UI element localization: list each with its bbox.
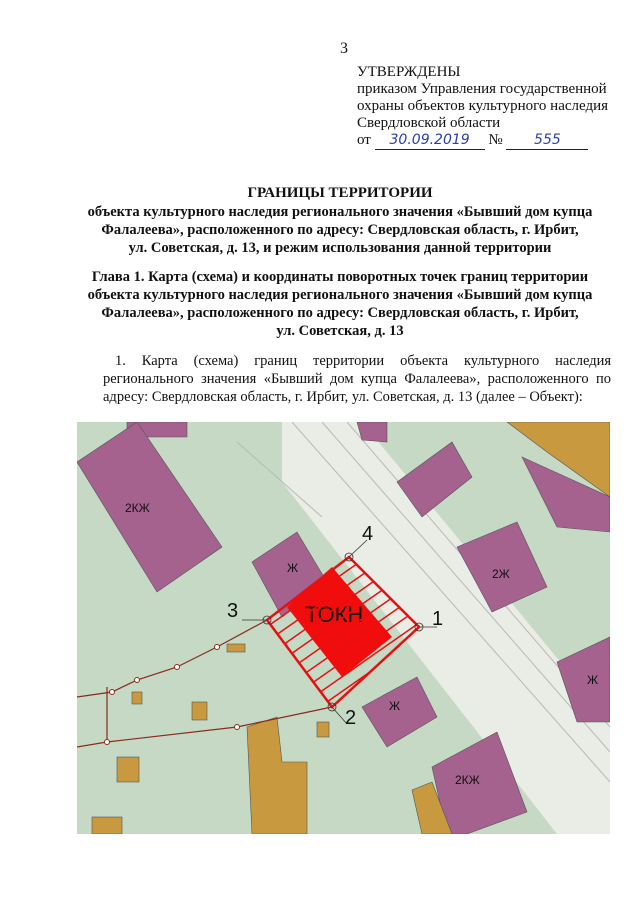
chapter-line-4: ул. Советская, д. 13 (276, 323, 404, 339)
label-point-1: 1 (432, 608, 444, 630)
paragraph-1 (103, 352, 611, 406)
label-point-4: 4 (362, 523, 374, 545)
number-value: 555 (506, 132, 588, 150)
approval-date-row (357, 132, 627, 150)
lot-node (110, 690, 115, 695)
date-prefix: от (357, 132, 371, 148)
building-small-6 (132, 692, 142, 704)
lot-node (105, 740, 110, 745)
label-building-2zh: 2Ж (492, 567, 510, 581)
approval-line-3: Свердловской области (357, 115, 501, 131)
document-title: ГРАНИЦЫ ТЕРРИТОРИИ (247, 185, 433, 201)
chapter-heading (60, 268, 620, 340)
paragraph-1-text: 1. Карта (схема) границ территории объекта культурного наследия регионального значения «Бывший дом купца Фалалеева», расположенного по адресу: Свердловская область, г. Ирбит, ул. Советская, д. 13 (далее – Объект): (103, 353, 611, 405)
label-point-3: 3 (227, 600, 239, 622)
building-small-1 (117, 757, 139, 782)
chapter-line-1: Глава 1. Карта (схема) и координаты поворотных точек границ территории (91, 269, 589, 285)
lot-node (135, 678, 140, 683)
building-small-3 (227, 644, 245, 652)
lot-node (175, 665, 180, 670)
chapter-line-3: Фалалеева», расположенного по адресу: Свердловская область, г. Ирбит, (101, 305, 579, 321)
building-small-5 (317, 722, 329, 737)
document-subtitle (60, 203, 620, 257)
label-building-zh-far-right: Ж (587, 673, 599, 687)
building-small-2 (92, 817, 122, 834)
approval-heading: УТВЕРЖДЕНЫ (357, 64, 461, 80)
approval-line-1: приказом Управления государственной (357, 81, 607, 97)
boundary-map (77, 422, 610, 834)
label-building-zh-center: Ж (287, 561, 299, 575)
label-building-2kzh-left: 2КЖ (125, 501, 150, 515)
label-point-2: 2 (345, 707, 357, 729)
subtitle-line-1: объекта культурного наследия регионального значения «Бывший дом купца (87, 204, 593, 220)
page-number: 3 (340, 40, 348, 57)
approval-line-2: охраны объектов культурного наследия (357, 98, 609, 114)
map-svg (77, 422, 610, 834)
date-value: 30.09.2019 (375, 132, 485, 150)
building-small-4 (192, 702, 207, 720)
subtitle-line-3: ул. Советская, д. 13, и режим использования данной территории (128, 240, 552, 256)
lot-node (235, 725, 240, 730)
number-prefix: № (488, 132, 503, 148)
label-building-2kzh-bottom: 2КЖ (455, 773, 480, 787)
subtitle-line-2: Фалалеева», расположенного по адресу: Свердловская область, г. Ирбит, (101, 222, 579, 238)
label-building-zh-below: Ж (389, 699, 401, 713)
approval-stamp (357, 64, 627, 150)
lot-node (215, 645, 220, 650)
building-top-2 (357, 422, 387, 442)
chapter-line-2: объекта культурного наследия регионального значения «Бывший дом купца (87, 287, 593, 303)
